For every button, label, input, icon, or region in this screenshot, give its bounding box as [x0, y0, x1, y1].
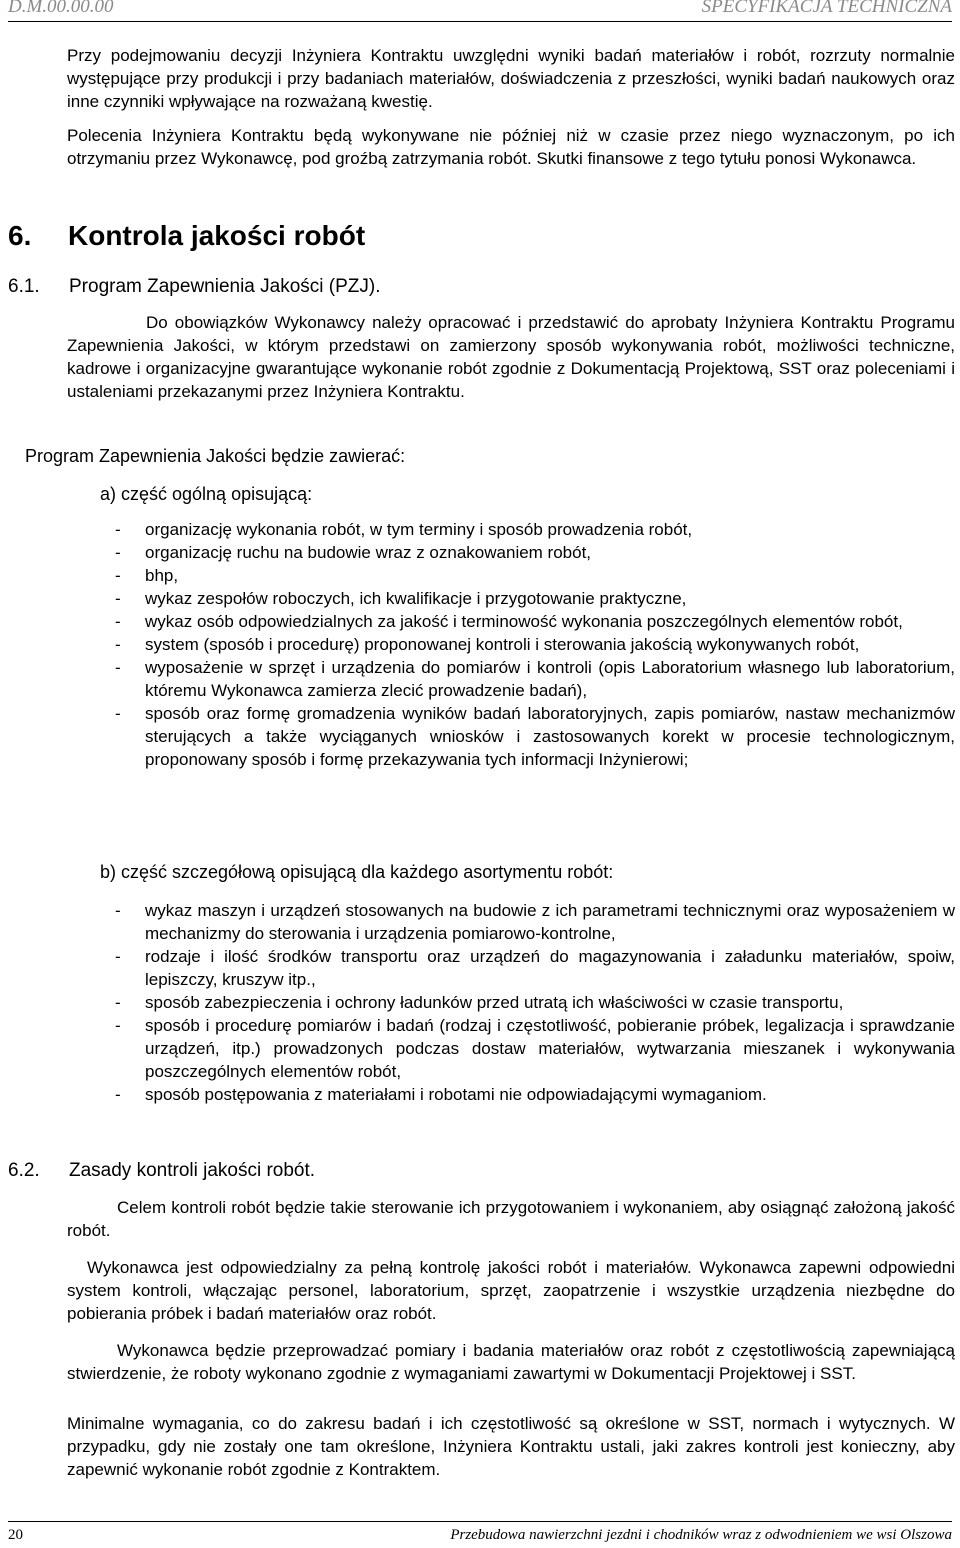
- subsection-title: Zasady kontroli jakości robót.: [69, 1160, 316, 1181]
- subsection-number: 6.2.: [8, 1160, 40, 1181]
- page-header: [8, 0, 952, 20]
- part-a-label: a) część ogólną opisującą:: [100, 484, 313, 504]
- list-item: - sposób postępowania z materiałami i robotami nie odpowiadającymi wymaganiom.: [115, 1083, 955, 1106]
- list-item: - wykaz zespołów roboczych, ich kwalifikacje i przygotowanie praktyczne,: [115, 587, 955, 610]
- project-title: Przebudowa nawierzchni jezdni i chodników wraz z odwodnieniem we wsi Olszowa: [450, 1527, 952, 1543]
- subsection-6-2-heading: [8, 1159, 315, 1183]
- list-item: - bhp,: [115, 564, 955, 587]
- subsection-6-1-heading: [8, 275, 381, 299]
- list-item: - organizację wykonania robót, w tym terminy i sposób prowadzenia robót,: [115, 518, 955, 541]
- page-number: 20: [8, 1527, 23, 1543]
- list-item: - wyposażenie w sprzęt i urządzenia do pomiarów i kontroli (opis Laboratorium własnego lub laboratorium, któremu Wykonawca zamierza zlecić prowadzenie badań),: [115, 656, 955, 702]
- section-title: Kontrola jakości robót: [68, 220, 366, 251]
- list-item: - system (sposób i procedurę) proponowanej kontroli i sterowania jakością wykonywanych robót,: [115, 633, 955, 656]
- part-b-list: [115, 899, 955, 1106]
- list-item: - sposób i procedurę pomiarów i badań (rodzaj i częstotliwość, pobieranie próbek, legalizacja i sprawdzanie urządzeń, itp.) prowadzonych podczas dostaw materiałów, wytwarzania mieszanek i wykonywania poszczególnych elementów robót,: [115, 1014, 955, 1083]
- subsection-title: Program Zapewnienia Jakości (PZJ).: [69, 276, 381, 297]
- document-type: SPECYFIKACJA TECHNICZNA: [701, 0, 952, 17]
- pzj-contents-intro: Program Zapewnienia Jakości będzie zawierać:: [25, 446, 406, 466]
- quality-control-paragraph-4: Minimalne wymagania, co do zakresu badań i ich częstotliwość są określone w SST, normach i wytycznych. W przypadku, gdy nie zostały one tam określone, Inżyniera Kontraktu ustali, jaki zakres kontroli jest konieczny, aby zapewnić wykonanie robót zgodnie z Kontraktem.: [67, 1414, 955, 1479]
- list-item: - sposób oraz formę gromadzenia wyników badań laboratoryjnych, zapis pomiarów, nastaw mechanizmów sterujących a także wyciąganych wniosków i zastosowanych korekt w procesie technologicznym, proponowany sposób i formę przekazywania tych informacji Inżynierowi;: [115, 702, 955, 771]
- list-item: - sposób zabezpieczenia i ochrony ładunków przed utratą ich właściwości w czasie transportu,: [115, 991, 955, 1014]
- list-item: - wykaz maszyn i urządzeń stosowanych na budowie z ich parametrami technicznymi oraz wyposażeniem w mechanizmy do sterowania i urządzenia pomiarowo-kontrolne,: [115, 899, 955, 945]
- header-divider: [8, 21, 952, 22]
- document-code: D.M.00.00.00: [8, 0, 114, 17]
- intro-paragraph-2: Polecenia Inżyniera Kontraktu będą wykonywane nie później niż w czasie przez niego wyznaczonym, po ich otrzymaniu przez Wykonawcę, pod groźbą zatrzymania robót. Skutki finansowe z tego tytułu ponosi Wykonawca.: [67, 126, 955, 168]
- part-b-label: b) część szczegółową opisującą dla każdego asortymentu robót:: [100, 862, 614, 882]
- list-item: - wykaz osób odpowiedzialnych za jakość i terminowość wykonania poszczególnych elementów robót,: [115, 610, 955, 633]
- footer-divider: [8, 1521, 952, 1522]
- quality-control-paragraph-1: Celem kontroli robót będzie takie sterowanie ich przygotowaniem i wykonaniem, aby osiągnąć założoną jakość robót.: [67, 1198, 955, 1240]
- section-number: 6.: [8, 220, 32, 251]
- list-item: - organizację ruchu na budowie wraz z oznakowaniem robót,: [115, 541, 955, 564]
- part-a-list: [115, 518, 955, 771]
- section-6-heading: [8, 220, 365, 252]
- pzj-paragraph-1: Do obowiązków Wykonawcy należy opracować i przedstawić do aprobaty Inżyniera Kontraktu Programu Zapewnienia Jakości, w którym przedstawi on zamierzony sposób wykonywania robót, możliwości techniczne, kadrowe i organizacyjne gwarantujące wykonanie robót zgodnie z Dokumentacją Projektową, SST oraz poleceniami i ustaleniami przekazanymi przez Inżyniera Kontraktu.: [67, 313, 955, 401]
- intro-paragraph-1: Przy podejmowaniu decyzji Inżyniera Kontraktu uwzględni wyniki badań materiałów i robót, rozrzuty normalnie występujące przy produkcji i przy badaniach materiałów, doświadczenia z przeszłości, wyniki badań naukowych oraz inne czynniki wpływające na rozważaną kwestię.: [67, 46, 955, 111]
- quality-control-paragraph-3: Wykonawca będzie przeprowadzać pomiary i badania materiałów oraz robót z częstotliwością zapewniającą stwierdzenie, że roboty wykonano zgodnie z wymaganiami zawartymi w Dokumentacji Projektowej i SST.: [67, 1341, 955, 1383]
- quality-control-paragraph-2: Wykonawca jest odpowiedzialny za pełną kontrolę jakości robót i materiałów. Wykonawca zapewni odpowiedni system kontroli, włączając personel, laboratorium, sprzęt, zaopatrzenie i wszystkie urządzenia niezbędne do pobierania próbek i badań materiałów oraz robót.: [67, 1258, 955, 1323]
- subsection-number: 6.1.: [8, 276, 40, 297]
- list-item: - rodzaje i ilość środków transportu oraz urządzeń do magazynowania i załadunku materiałów, spoiw, lepiszczy, kruszyw itp.,: [115, 945, 955, 991]
